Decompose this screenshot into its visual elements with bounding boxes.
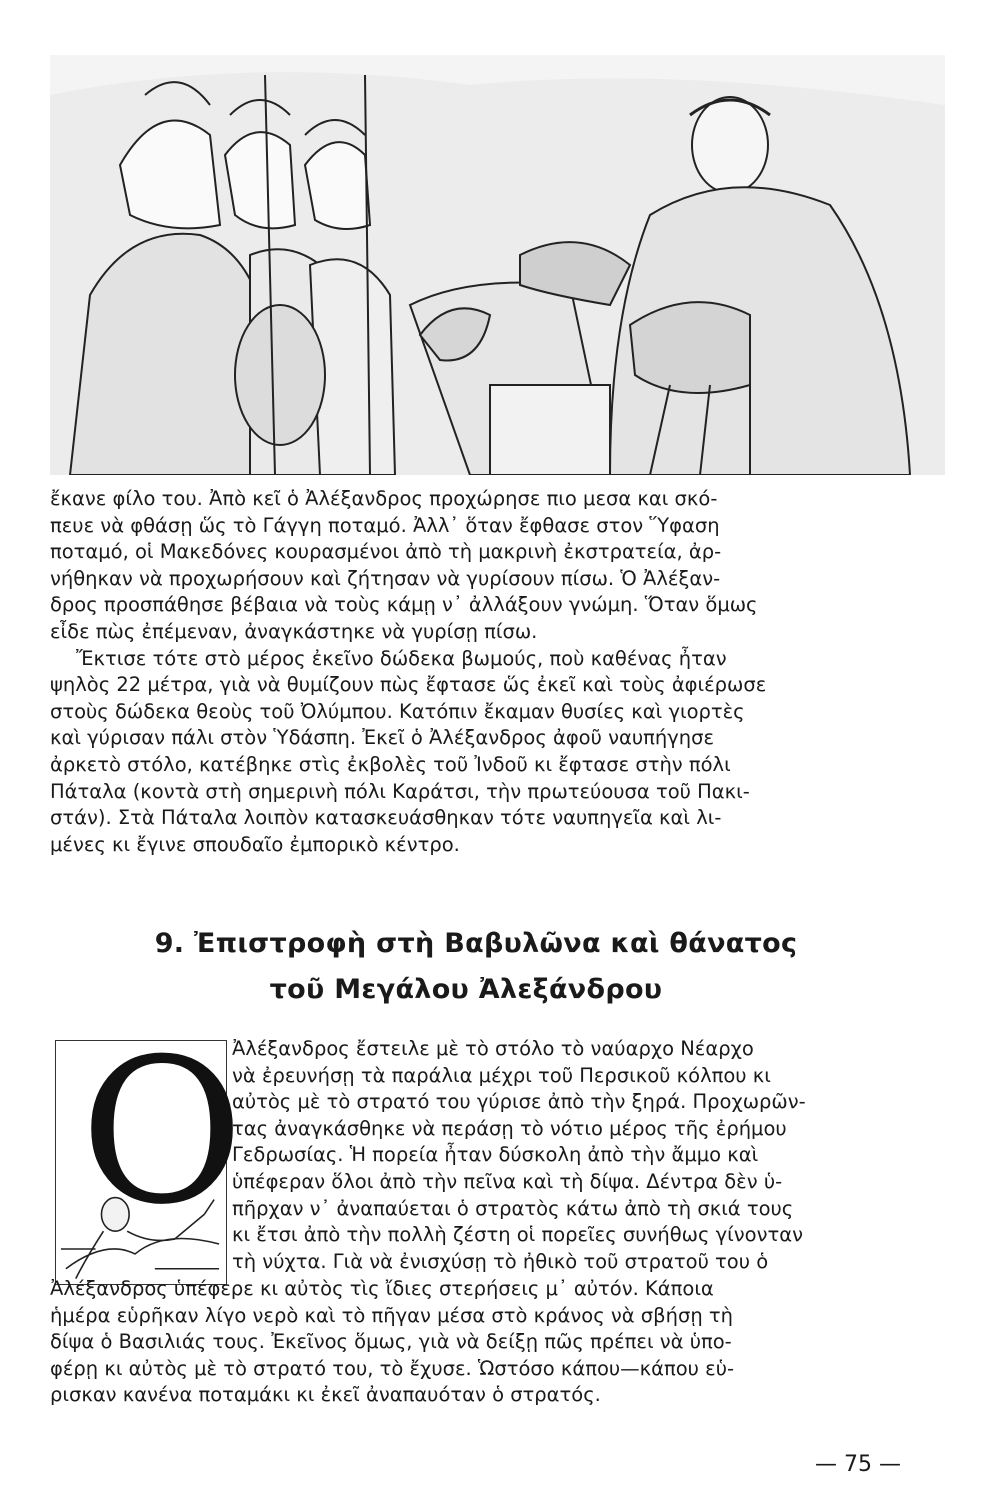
- text-line: Ἀλέξανδρος ἔστειλε μὲ τὸ στόλο τὸ ναύαρχο Νέαρχο: [232, 1037, 754, 1060]
- text-line: καὶ γύρισαν πάλι στὸν Ὑδάσπη. Ἐκεῖ ὁ Ἀλέξανδρος ἀφοῦ ναυπήγησε: [50, 726, 715, 750]
- text-line: Ἔκτισε τότε στὸ μέρος ἐκεῖνο δώδεκα βωμούς, ποὺ καθένας ἦταν: [76, 646, 727, 670]
- paragraph-3: [232, 1036, 877, 1275]
- text-line: μένες κι ἔγινε σπουδαῖο ἐμπορικὸ κέντρο.: [50, 832, 460, 856]
- page-number: — 75 —: [815, 1452, 901, 1477]
- paragraph-1: [50, 486, 880, 646]
- text-line: Πάταλα (κοντὰ στὴ σημερινὴ πόλι Καράτσι, τὴν πρωτεύουσα τοῦ Πακι-: [50, 779, 750, 803]
- text-line: δρος προσπάθησε βέβαια νὰ τοὺς κάμῃ ν᾽ ἀλλάξουν γνώμη. Ὅταν ὅμως: [50, 593, 758, 617]
- body-text-top: [50, 486, 880, 858]
- text-line: αὐτὸς μὲ τὸ στρατό του γύρισε ἀπὸ τὴν ξηρά. Προχωρῶν-: [232, 1090, 806, 1114]
- text-line: πευε νὰ φθάσῃ ὥς τὸ Γάγγη ποταμό. Ἀλλ᾽ ὅταν ἔφθασε στον Ὕφαση: [50, 513, 720, 537]
- body-text-full: [50, 1276, 882, 1409]
- text-line: κι ἔτσι ἀπὸ τὴν πολλὴ ζέστη οἱ πορεῖες συνήθως γίνονταν: [232, 1223, 803, 1247]
- drop-cap-letter: Ο: [80, 1016, 244, 1249]
- text-line: στοὺς δώδεκα θεοὺς τοῦ Ὀλύμπου. Κατόπιν ἔκαμαν θυσίες καὶ γιορτὲς: [50, 699, 745, 723]
- text-line: ἔκανε φίλο του. Ἀπὸ κεῖ ὁ Ἀλέξανδρος προχώρησε πιο μεσα και σκό-: [50, 487, 718, 510]
- text-line: ποταμό, οἱ Μακεδόνες κουρασμένοι ἀπὸ τὴ μακρινὴ ἐκστρατεία, ἀρ-: [50, 540, 722, 564]
- text-line: ἀρκετὸ στόλο, κατέβηκε στὶς ἐκβολὲς τοῦ Ἰνδοῦ κι ἔφτασε στὴν πόλι: [50, 752, 731, 776]
- text-line: νὰ ἐρευνήσῃ τὰ παράλια μέχρι τοῦ Περσικοῦ κόλπου κι: [232, 1063, 771, 1087]
- text-line: πῆρχαν ν᾽ ἀναπαύεται ὁ στρατὸς κάτω ἀπὸ τὴ σκιά τους: [232, 1196, 794, 1220]
- text-line: νήθηκαν νὰ προχωρήσουν καὶ ζήτησαν νὰ γυρίσουν πίσω. Ὁ Ἀλέξαν-: [50, 566, 721, 590]
- text-line: Γεδρωσίας. Ἡ πορεία ἦταν δύσκολη ἀπὸ τὴν ἄμμο καὶ: [232, 1143, 759, 1167]
- body-text-wrap: [232, 1036, 877, 1275]
- chapter-illustration: [50, 55, 945, 475]
- paragraph-3-continued: [50, 1276, 882, 1409]
- text-line: δίψα ὁ Βασιλιάς τους. Ἐκεῖνος ὅμως, γιὰ νὰ δείξῃ πῶς πρέπει νὰ ὑπο-: [50, 1330, 732, 1354]
- text-line: ρισκαν κανένα ποταμάκι κι ἐκεῖ ἀναπαυόταν ὁ στρατός.: [50, 1383, 601, 1407]
- text-line: φέρῃ κι αὐτὸς μὲ τὸ στρατό του, τὸ ἔχυσε. Ὡστόσο κάπου—κάπου εὑ-: [50, 1356, 735, 1380]
- paragraph-2: [50, 646, 880, 859]
- section-heading-line-1: 9. Ἐπιστροφὴ στὴ Βαβυλῶνα καὶ θάνατος: [154, 928, 798, 959]
- text-line: ὑπέφεραν ὅλοι ἀπὸ τὴν πεῖνα καὶ τὴ δίψα. Δέντρα δὲν ὑ-: [232, 1169, 783, 1193]
- text-line: τὴ νύχτα. Γιὰ νὰ ἐνισχύσῃ τὸ ἠθικὸ τοῦ στρατοῦ του ὁ: [232, 1249, 769, 1273]
- alexander-with-soldiers-illustration-icon: [50, 55, 945, 475]
- text-line: εἶδε πὼς ἐπέμεναν, ἀναγκάστηκε νὰ γυρίσῃ πίσω.: [50, 619, 538, 643]
- text-line: τας ἀναγκάσθηκε νὰ περάσῃ τὸ νότιο μέρος τῆς ἐρήμου: [232, 1116, 787, 1140]
- text-line: στάν). Στὰ Πάταλα λοιπὸν κατασκευάσθηκαν τότε ναυπηγεῖα καὶ λι-: [50, 806, 722, 830]
- text-line: ψηλὸς 22 μέτρα, γιὰ νὰ θυμίζουν πὼς ἔφτασε ὥς ἐκεῖ καὶ τοὺς ἀφιέρωσε: [50, 673, 767, 697]
- text-line: Ἀλέξανδρος ὑπέφερε κι αὐτὸς τὶς ἴδιες στερήσεις μ᾽ αὐτόν. Κάποια: [50, 1277, 714, 1300]
- text-line: ἡμέρα εὑρῆκαν λίγο νερὸ καὶ τὸ πῆγαν μέσα στὸ κράνος νὰ σβήσῃ τὴ: [50, 1303, 733, 1327]
- drop-cap: [55, 1016, 244, 1285]
- section-heading-line-2: τοῦ Μεγάλου Ἀλεξάνδρου: [269, 974, 663, 1005]
